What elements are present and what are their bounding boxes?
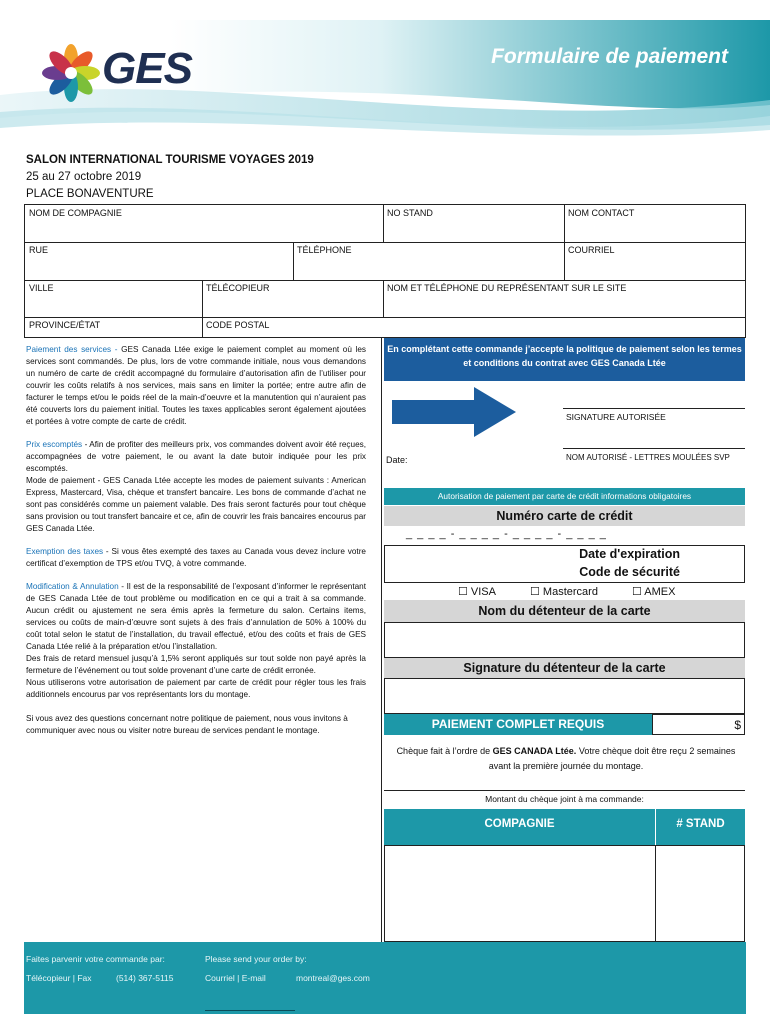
onsite-rep-field[interactable]	[383, 280, 745, 317]
policy-cancel-heading: Modification & Annulation	[26, 582, 119, 591]
onsite-rep-label: NOM ET TÉLÉPHONE DU REPRÉSENTANT SUR LE SITE	[387, 283, 627, 293]
cheque-instructions	[392, 744, 740, 774]
province-field[interactable]	[25, 317, 202, 338]
full-payment-banner: PAIEMENT COMPLET REQUIS	[384, 714, 652, 735]
cheque-pre: Chèque fait à l’ordre de	[396, 746, 493, 756]
mastercard-checkbox[interactable]: ☐ Mastercard	[530, 586, 598, 598]
policy-services-body: GES Canada Ltée exige le paiement complet au moment où les services sont commandés. De plus, lors de votre commande initiale, nous vous demandons un numéro de carte de crédit accompagné du formulaire d’autorisation afin de l’utiliser pour couvrir les coûts relatifs à nos services, mais sans en limiter la portée; entre autre afin de facturer le temps et/ou le poids réel de la main-d’oeuvre et la manutention qui n’auraient pas été couverts lors du paiement initial. Toutes les taxes applicables seront également ajoutées et portées à votre compte de carte de crédit.	[26, 345, 367, 426]
arrow-right-icon	[390, 384, 520, 440]
card-auth-banner: Autorisation de paiement par carte de crédit informations obligatoires	[384, 488, 745, 505]
name-label: NOM AUTORISÉ - LETTRES MOULÉES SVP	[566, 453, 730, 462]
province-label: PROVINCE/ÉTAT	[29, 320, 101, 330]
policy-services-heading: Paiement des services -	[26, 345, 118, 354]
street-label: RUE	[29, 245, 49, 255]
card-number-label: Numéro carte de crédit	[384, 506, 745, 526]
security-code-label: Code de sécurité	[579, 565, 680, 579]
logo-text: GES	[102, 44, 192, 93]
company-column-header: COMPAGNIE	[384, 809, 655, 845]
company-field[interactable]	[25, 205, 383, 242]
cardholder-name-field[interactable]	[384, 622, 745, 658]
policy-services	[26, 344, 366, 428]
divider	[384, 790, 745, 791]
column-divider	[655, 845, 656, 942]
fax-field[interactable]	[202, 280, 383, 317]
fax-label: TÉLÉCOPIEUR	[206, 283, 270, 293]
policy-tax	[26, 546, 366, 570]
policy-text	[26, 344, 366, 748]
company-label: NOM DE COMPAGNIE	[29, 208, 122, 218]
email-label: COURRIEL	[568, 245, 615, 255]
ges-logo	[40, 42, 215, 102]
stand-label: NO STAND	[387, 208, 433, 218]
policy-discount-heading: Prix escomptés	[26, 440, 83, 449]
policy-tax-body: - Si vous êtes exempté des taxes au Canada vous devez inclure votre certificat d’exemption de TPS et/ou TVQ, à votre commande.	[26, 547, 366, 568]
flower-logo-icon	[40, 42, 102, 104]
event-dates: 25 au 27 octobre 2019	[26, 171, 142, 183]
cardholder-signature-field[interactable]	[384, 678, 745, 714]
policy-auth-use: Nous utiliserons votre autorisation de paiement par carte de crédit pour régler tous les frais additionnels encourus par vos représentants lors du montage.	[26, 678, 366, 699]
policy-discount	[26, 439, 366, 475]
event-venue: PLACE BONAVENTURE	[26, 188, 154, 200]
amex-checkbox[interactable]: ☐ AMEX	[632, 586, 676, 598]
contact-field[interactable]	[564, 205, 745, 242]
expiry-security-labels	[579, 545, 680, 581]
divider	[205, 1010, 295, 1011]
signature-label: SIGNATURE AUTORISÉE	[566, 412, 666, 422]
postal-field[interactable]	[202, 317, 383, 338]
contact-label: NOM CONTACT	[568, 208, 635, 218]
policy-payment-mode: Mode de paiement - GES Canada Ltée accepte les modes de paiement suivants : American Express, Mastercard, Visa, chèque et transfert bancaire. Les bons de commande d’achat ne sont pas considérés comme un paiement valable. Des frais seront facturés pour tout chèque sans provision ou tout transfert bancaire et ce, afin de couvrir les frais bancaires encourus par GES Canada Ltée.	[26, 476, 366, 533]
expiry-security-box[interactable]	[384, 545, 745, 583]
form-title: Formulaire de paiement	[491, 45, 728, 68]
stand-field[interactable]	[383, 205, 564, 242]
card-number-field[interactable]: _ _ _ _ - _ _ _ _ - _ _ _ _ - _ _ _ _	[406, 528, 607, 540]
policy-cancel-body: - Il est de la responsabilité de l’exposant d’informer le représentant de GES Canada Ltée de tout problème ou modification en ce qui a trait à sa commande. Aucun crédit ou ajustement ne sera émis après la fermeture du salon. Certains items, services ou coûts de main-d’œuvre sont sujets à des frais d’annulation de 50% à 100% du coût total selon le statut de l’installation, du travail effectué, et/ou des coûts et frais de GES Canada Ltée relié à la préparation et/ou l’installation.	[26, 582, 366, 651]
city-label: VILLE	[29, 283, 54, 293]
send-order-en: Please send your order by:	[205, 954, 307, 964]
email-field[interactable]	[564, 242, 745, 280]
phone-field[interactable]	[293, 242, 564, 280]
cardholder-name-label: Nom du détenteur de la carte	[384, 600, 745, 622]
event-name: SALON INTERNATIONAL TOURISME VOYAGES 2019	[26, 154, 314, 166]
cheque-payee: GES CANADA Ltée.	[492, 746, 577, 756]
amount-field[interactable]: $	[652, 714, 745, 735]
fax-label-footer: Télécopieur | Fax	[26, 973, 92, 983]
cardholder-signature-label: Signature du détenteur de la carte	[384, 658, 745, 678]
accept-banner: En complétant cette commande j’accepte la politique de paiement selon les termes et conditions du contrat avec GES Canada Ltée	[384, 338, 745, 381]
stand-column-header: # STAND	[656, 809, 745, 845]
contact-grid	[24, 204, 746, 338]
visa-checkbox[interactable]: ☐ VISA	[458, 586, 496, 598]
policy-tax-heading: Exemption des taxes	[26, 547, 104, 556]
postal-label: CODE POSTAL	[206, 320, 270, 330]
email-link[interactable]: montreal@ges.com	[296, 973, 370, 983]
expiry-label: Date d'expiration	[579, 547, 680, 561]
street-field[interactable]	[25, 242, 293, 280]
event-info	[26, 152, 314, 203]
signature-line[interactable]	[563, 408, 745, 409]
fax-number: (514) 367-5115	[116, 973, 174, 983]
cheque-post: Votre chèque doit être reçu 2 semaines avant la première journée du montage.	[488, 746, 736, 771]
column-divider	[381, 338, 382, 942]
policy-cancel	[26, 581, 366, 653]
name-line[interactable]	[563, 448, 745, 449]
company-stand-field[interactable]	[384, 845, 745, 942]
header-banner	[0, 0, 770, 145]
city-field[interactable]	[25, 280, 202, 317]
phone-label: TÉLÉPHONE	[297, 245, 352, 255]
policy-late-fee: Des frais de retard mensuel jusqu’à 1,5% seront appliqués sur tout solde non payé après la fermeture de l’événement ou tout solde provenant d’une carte de crédit erronée.	[26, 654, 366, 675]
cheque-amount-label: Montant du chèque joint à ma commande:	[485, 794, 644, 804]
date-label: Date:	[386, 455, 408, 465]
email-label-footer: Courriel | E-mail	[205, 973, 266, 983]
policy-discount-body: - Afin de profiter des meilleurs prix, vos commandes doivent avoir été reçues, accompagnées de votre paiement, le ou avant la date butoir indiquée pour les prix escomptés.	[26, 440, 367, 473]
policy-questions: Si vous avez des questions concernant notre politique de paiement, nous vous invitons à communiquer avec nous ou visiter notre bureau de services pendant le montage.	[26, 714, 348, 735]
send-order-fr: Faites parvenir votre commande par:	[26, 954, 165, 964]
